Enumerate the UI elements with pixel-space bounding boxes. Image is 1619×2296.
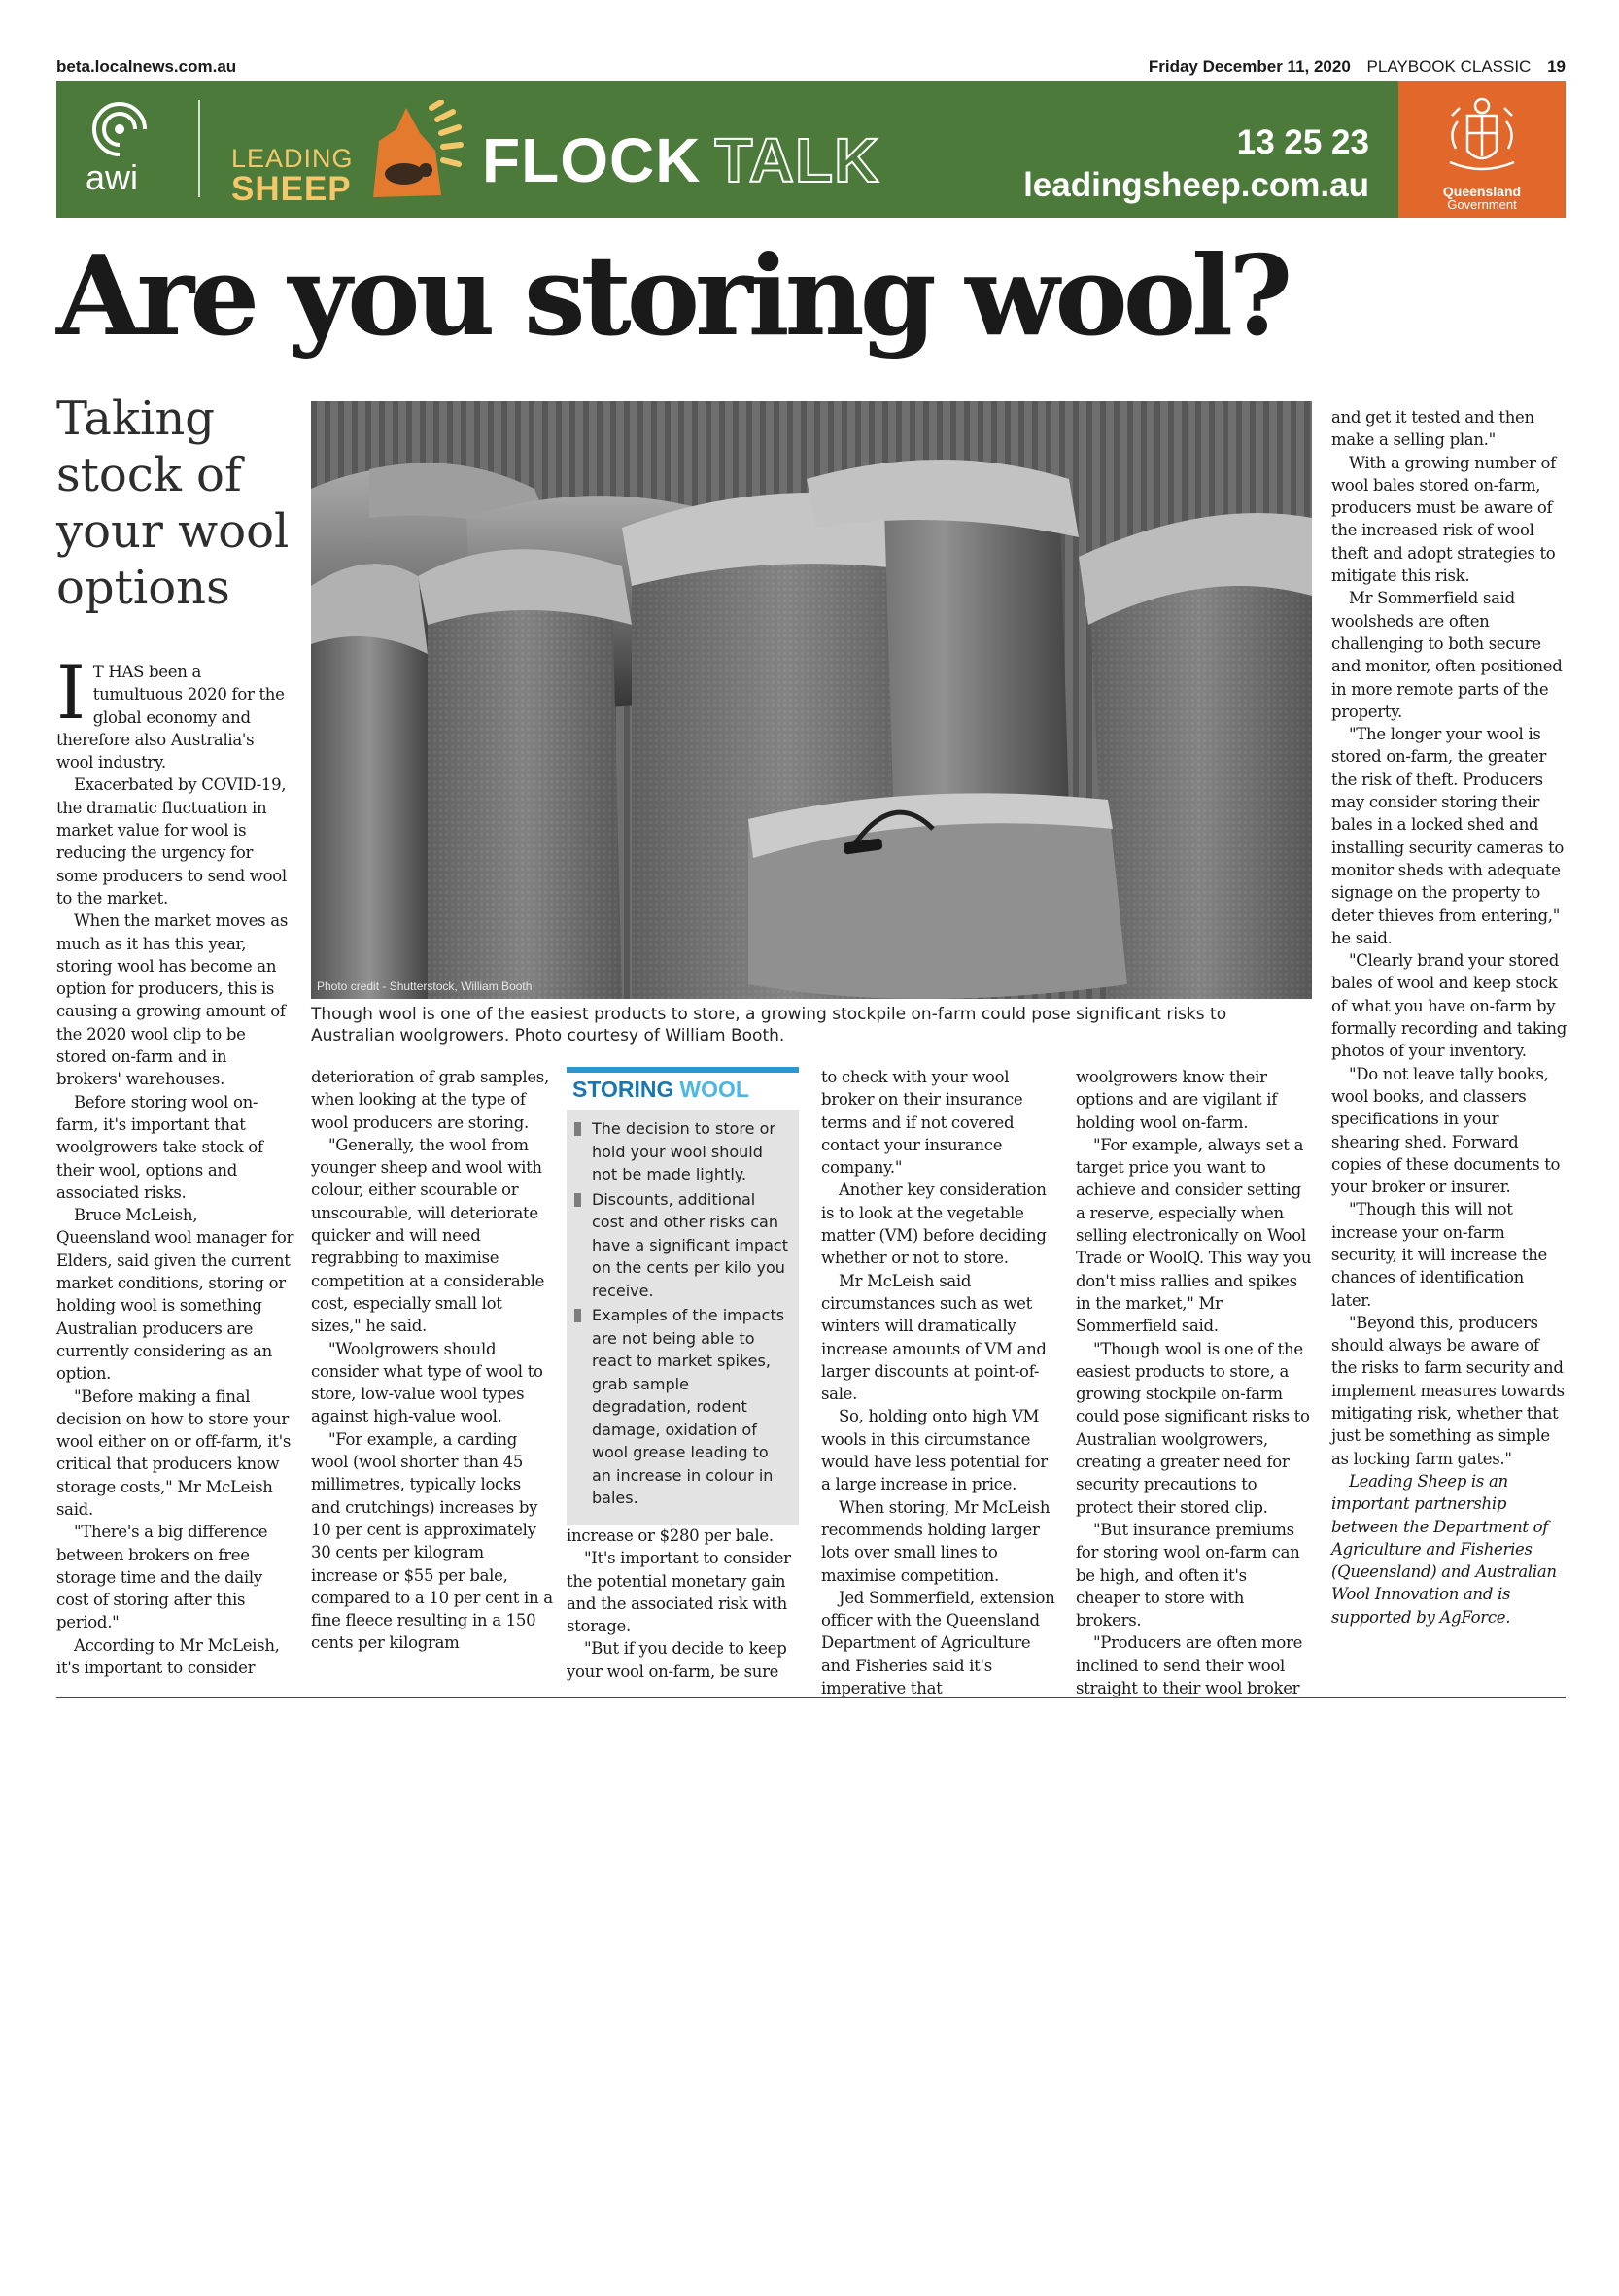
body-paragraph: "Woolgrowers should consider what type of wool to store, low-value wool types against high-value wool. — [311, 1339, 543, 1426]
body-paragraph: When storing, Mr McLeish recommends holding larger lots over small lines to maximise competition. — [821, 1497, 1051, 1585]
body-paragraph: Another key consideration is to look at the vegetable matter (VM) before deciding whether or not to store. — [821, 1181, 1047, 1268]
storing-wool-sidebar — [567, 1067, 799, 1507]
page-number: 19 — [1547, 57, 1566, 76]
wool-bales-image — [311, 401, 1312, 999]
body-paragraph: "Though wool is one of the easiest products to store, a growing stockpile on-farm could pose significant risks to Australian woolgrowers, creating a greater need for security precautions to protect their stored clip. — [1076, 1339, 1310, 1517]
body-paragraph: According to Mr McLeish, it's important to consider — [56, 1635, 280, 1678]
body-paragraph: "Do not leave tally books, wool books, and classers specifications in your shearing shed. Forward copies of these documents to your broker or insurer. — [1331, 1064, 1561, 1197]
body-paragraph: woolgrowers know their options and are vigilant if holding wool on-farm. — [1076, 1068, 1278, 1132]
drop-cap: I — [56, 649, 86, 736]
body-paragraph: "Clearly brand your stored bales of wool and keep stock of what you have on-farm by formally recording and taking photos of your inventory. — [1331, 951, 1567, 1061]
leading-sheep-emblem-icon — [363, 100, 468, 205]
body-paragraph: "For example, a carding wool (wool shorter than 45 millimetres, typically locks and crutchings) increases by 10 per cent is approximately 30 cents per kilogram increase or $55 per bale, compared to a 10 per cent in a fine fleece resulting in a 150 cents per kilogram — [311, 1429, 553, 1653]
body-paragraph: Jed Sommerfield, extension officer with the Queensland Department of Agriculture and Fisheries said it's imperative that — [821, 1588, 1055, 1698]
sidebar-body — [567, 1110, 799, 1525]
article-bottom-rule — [56, 1697, 1566, 1698]
page-header — [56, 53, 1566, 81]
sidebar-title-word2: WOOL — [679, 1077, 749, 1102]
queensland-government-logo — [1398, 81, 1566, 218]
body-paragraph: "Before making a final decision on how to store your wool either on or off-farm, it's critical that producers know storage costs," Mr McLeish said. — [56, 1387, 291, 1519]
article-column-5 — [1076, 1066, 1314, 1699]
bullet-text: The decision to store or hold your wool should not be made lightly. — [592, 1119, 775, 1183]
leading-label: LEADING — [231, 144, 354, 173]
article-subhead: Taking stock of your wool options — [56, 392, 290, 615]
body-paragraph: Exacerbated by COVID-19, the dramatic fluctuation in market value for wool is reducing the urgency for some producers to send wool to the market. — [56, 775, 287, 908]
issue-date: Friday December 11, 2020 — [1148, 57, 1351, 76]
flock-talk-banner — [56, 81, 1566, 218]
body-paragraph: Before storing wool on-farm, it's important that woolgrowers take stock of their wool, options and associated risks. — [56, 1092, 263, 1202]
body-paragraph: Mr Sommerfield said woolsheds are often challenging to both secure and monitor, often positioned in more remote parts of the property. — [1331, 589, 1563, 721]
body-paragraph: "For example, always set a target price you want to achieve and consider setting a reserve, especially when selling electronically on Wool Trade or WoolQ. This way you don't miss rallies and spikes in the market," Mr Sommerfield said. — [1076, 1135, 1312, 1336]
body-paragraph: Bruce McLeish, Queensland wool manager for Elders, said given the current market conditions, storing or holding wool is something Australian producers are currently considering as an option. — [56, 1206, 294, 1384]
sidebar-bullet — [572, 1304, 791, 1510]
sidebar-bullet — [572, 1188, 791, 1303]
body-paragraph: "It's important to consider the potential monetary gain and the associated risk with storage. — [567, 1549, 791, 1636]
body-paragraph: "Beyond this, producers should always be aware of the risks to farm security and implement measures towards mitigating risk, whether that just be something as simple as locking farm gates." — [1331, 1313, 1565, 1468]
phone-number: 13 25 23 — [1236, 123, 1369, 161]
article-column-4 — [821, 1066, 1059, 1699]
body-paragraph: and get it tested and then make a selling plan." — [1331, 408, 1534, 450]
qld-line2: Government — [1447, 197, 1517, 212]
awi-logo — [84, 102, 161, 199]
sidebar-title — [567, 1067, 799, 1110]
bullet-square-icon — [574, 1122, 581, 1136]
website-link[interactable]: leadingsheep.com.au — [1023, 166, 1369, 204]
body-paragraph: "Though this will not increase your on-farm security, it will increase the chances of identification later. — [1331, 1200, 1548, 1310]
contact-block — [1023, 121, 1369, 207]
sheep-label: SHEEP — [231, 170, 352, 208]
body-paragraph: increase or $280 per bale. — [567, 1526, 774, 1545]
body-paragraph: "The longer your wool is stored on-farm, the greater the risk of theft. Producers may consider storing their bales in a locked shed and installing security cameras to monitor sheds with adequate signage on the property to deter thieves from entering," he said. — [1331, 725, 1565, 947]
header-meta — [1149, 57, 1566, 77]
body-paragraph: to check with your wool broker on their insurance terms and if not covered contact your insurance company." — [821, 1068, 1023, 1178]
body-paragraph: "But if you decide to keep your wool on-farm, be sure — [567, 1639, 787, 1681]
talk-word: TALK — [714, 125, 880, 195]
wool-bales-photo — [311, 401, 1312, 999]
sidebar-bullet — [572, 1117, 791, 1186]
body-paragraph: "There's a big difference between brokers on free storage time and the daily cost of storing after this period." — [56, 1523, 268, 1632]
flock-talk-title — [482, 125, 880, 195]
flock-word: FLOCK — [482, 125, 702, 195]
site-url: beta.localnews.com.au — [56, 57, 237, 76]
partnership-note: Leading Sheep is an important partnership between the Department of Agriculture and Fisheries (Queensland) and Australian Wool Innovation and is supported by AgForce. — [1331, 1471, 1557, 1627]
queensland-government-name — [1398, 185, 1566, 212]
body-paragraph: "Generally, the wool from younger sheep and wool with colour, either scourable or unscourable, will deteriorate quicker and will need regrabbing to maximise competition at a considerable cost, especially small lot sizes," he said. — [311, 1135, 545, 1336]
lead-paragraph — [56, 649, 294, 773]
bullet-square-icon — [574, 1309, 581, 1322]
lead-text: T HAS been a tumultuous 2020 for the global economy and therefore also Australia's wool industry. — [56, 663, 285, 772]
banner-divider — [198, 100, 200, 197]
article-column-2 — [311, 1066, 554, 1655]
article-column-6 — [1331, 406, 1567, 1628]
bullet-square-icon — [574, 1193, 581, 1207]
qld-line1: Queensland — [1442, 184, 1522, 199]
body-paragraph: So, holding onto high VM wools in this circumstance would have less potential for a large increase in price. — [821, 1407, 1048, 1494]
leading-sheep-wordmark — [231, 143, 354, 208]
bullet-text: Examples of the impacts are not being able to react to market spikes, grab sample degradation, rodent damage, oxidation of wool grease leading to an increase in colour in bales. — [592, 1306, 785, 1507]
body-paragraph: "Producers are often more inclined to send their wool straight to their wool broker — [1076, 1633, 1303, 1698]
body-paragraph: When the market moves as much as it has this year, storing wool has become an option for producers, this is causing a growing amount of the 2020 wool clip to be stored on-farm and in brokers' warehouses. — [56, 911, 288, 1089]
photo-caption: Though wool is one of the easiest products to store, a growing stockpile on-farm could pose significant risks to Australian woolgrowers. Photo courtesy of William Booth. — [311, 1005, 1227, 1045]
body-paragraph: Mr McLeish said circumstances such as wet winters will dramatically increase amounts of VM and larger discounts at point-of-sale. — [821, 1271, 1047, 1404]
body-paragraph: "But insurance premiums for storing wool on-farm can be high, and often it's cheaper to store with brokers. — [1076, 1520, 1300, 1630]
article-column-3 — [567, 1525, 805, 1683]
sidebar-title-word1: STORING — [572, 1077, 674, 1102]
awi-swirl-icon — [87, 102, 152, 158]
body-paragraph: With a growing number of wool bales stored on-farm, producers must be aware of the increased risk of wool theft and adopt strategies to mitigate this risk. — [1331, 453, 1556, 586]
queensland-crest-icon — [1444, 94, 1520, 180]
photo-credit: Photo credit - Shutterstock, William Booth — [317, 979, 533, 993]
bullet-text: Discounts, additional cost and other risks can have a significant impact on the cents per kilo you receive. — [592, 1189, 788, 1300]
article-headline: Are you storing wool? — [56, 231, 1289, 360]
publication-name: PLAYBOOK CLASSIC — [1366, 57, 1532, 76]
article-column-1 — [56, 649, 294, 1679]
awi-wordmark: awi — [86, 157, 139, 197]
body-paragraph: deterioration of grab samples, when looking at the type of wool producers are storing. — [311, 1068, 549, 1132]
